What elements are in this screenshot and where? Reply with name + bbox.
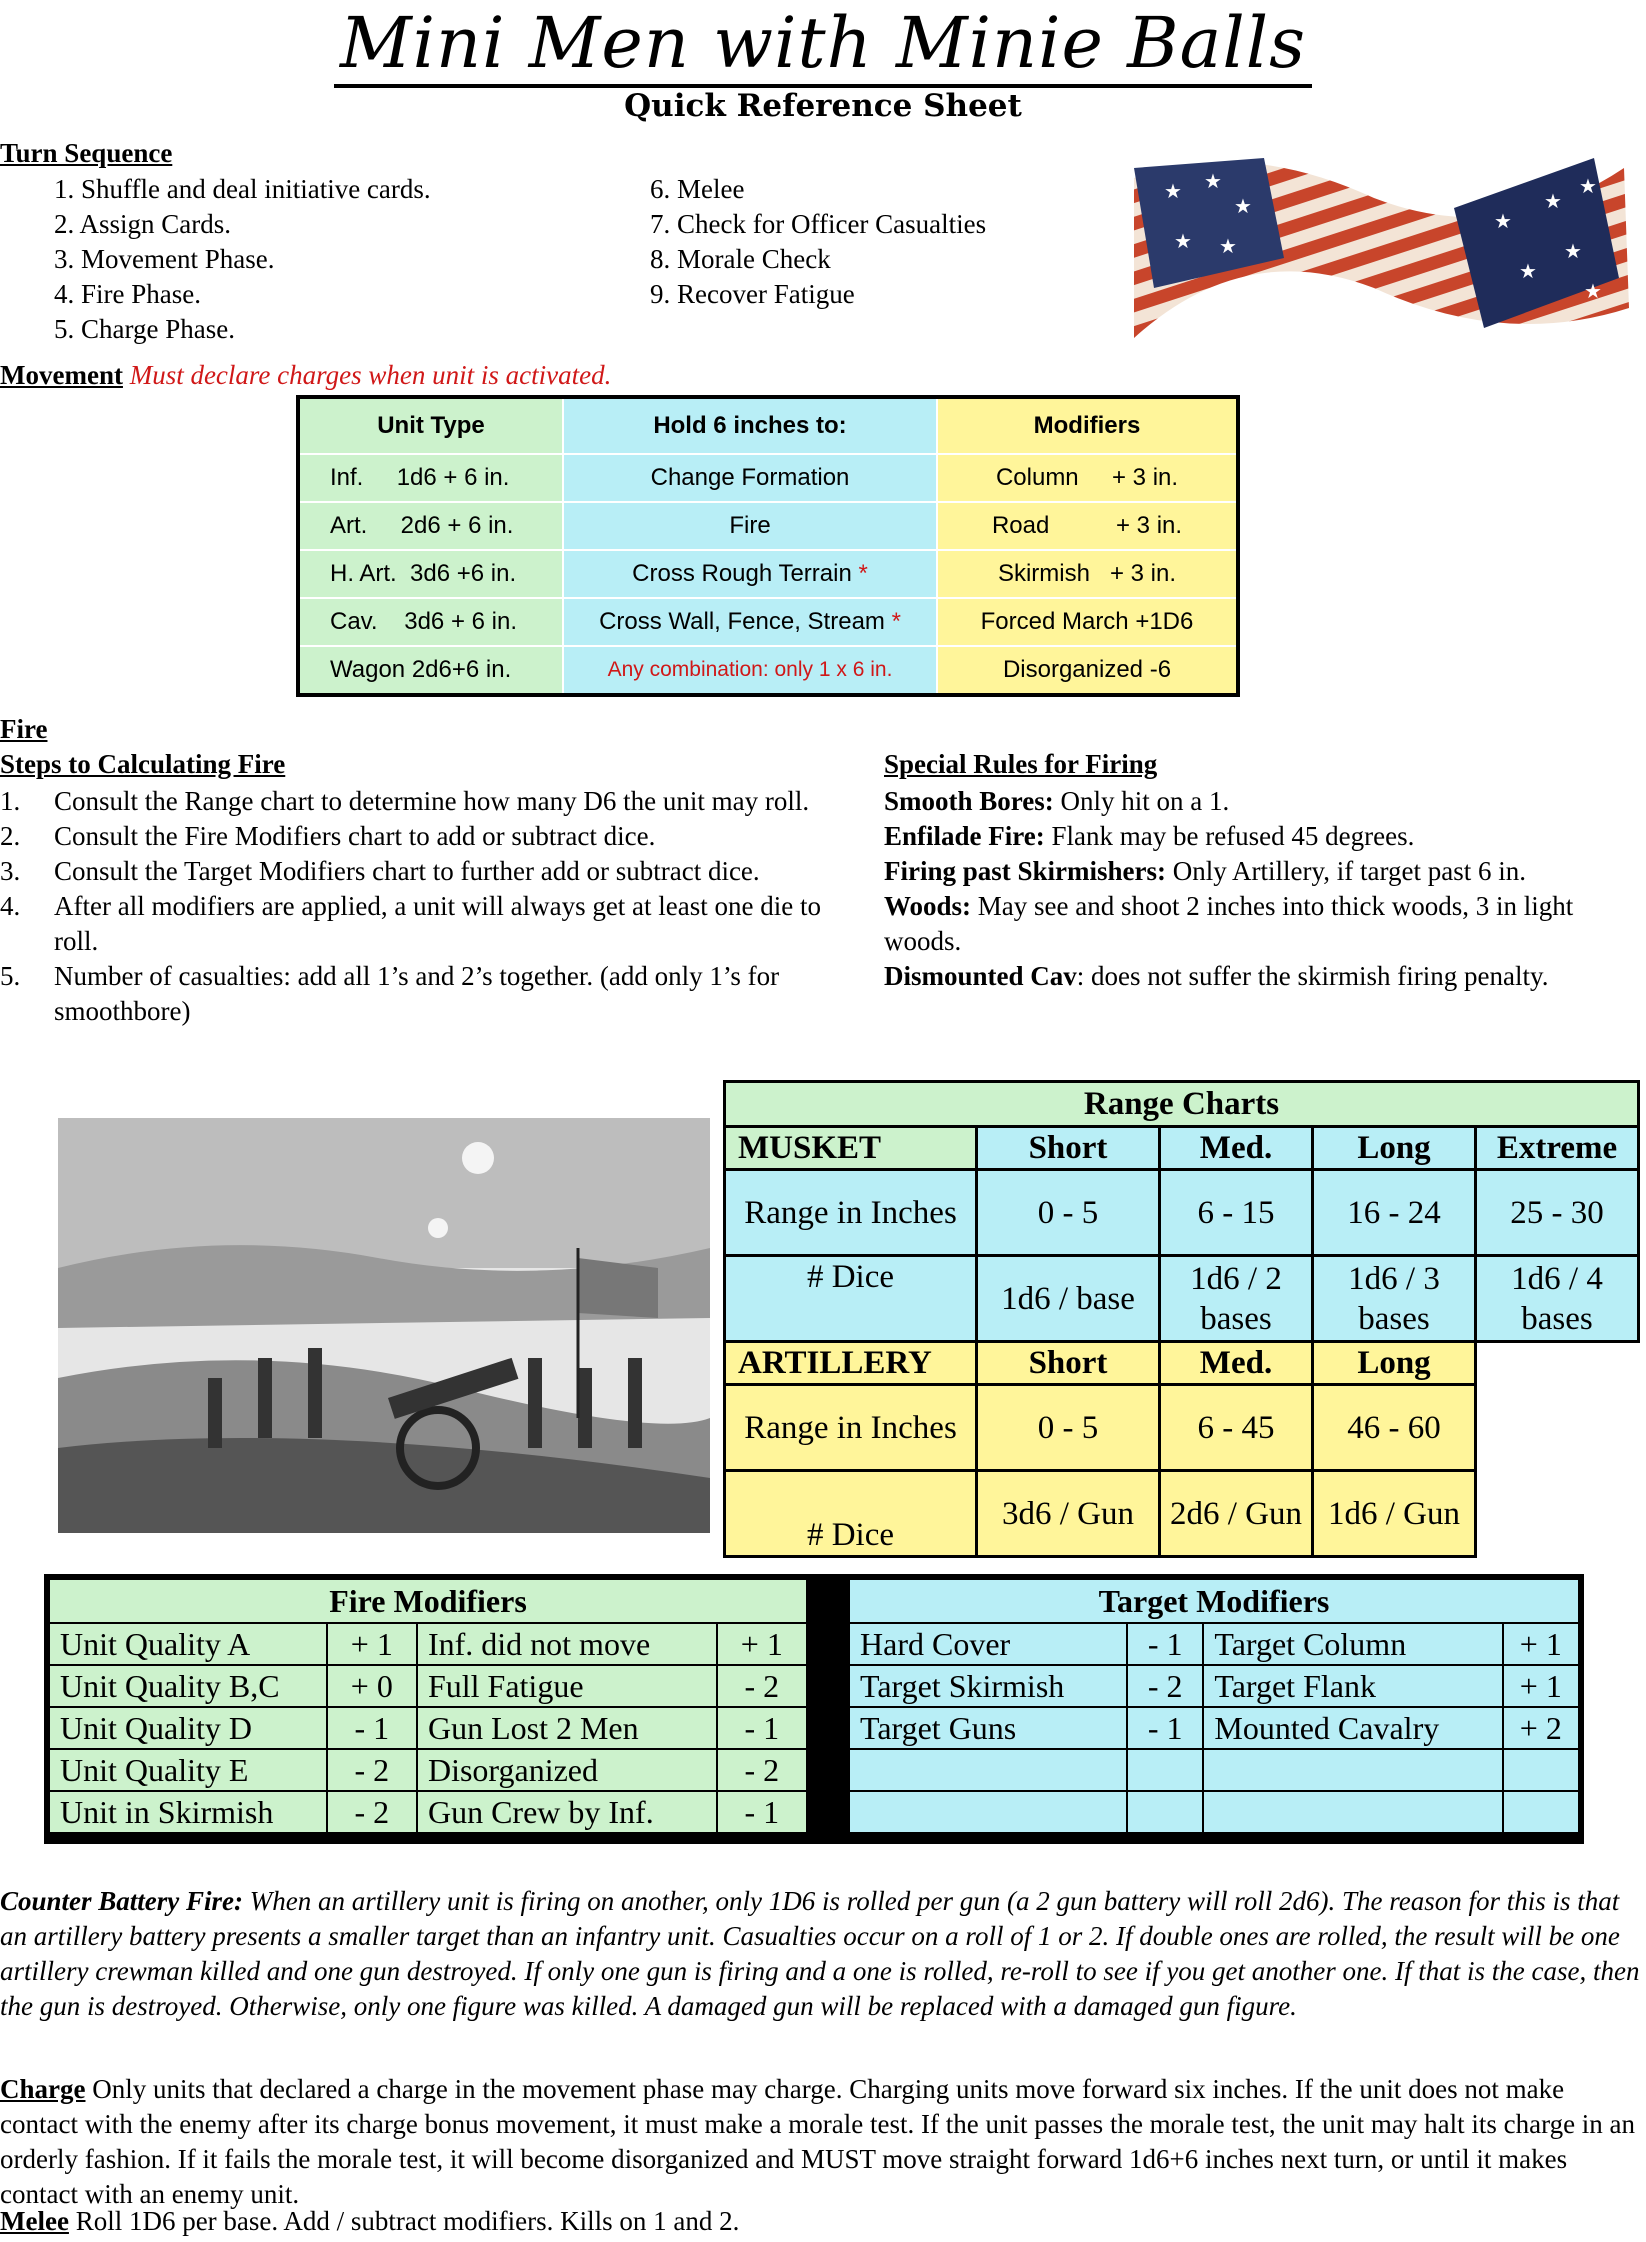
fire-steps-heading: Steps to Calculating Fire <box>0 749 286 779</box>
list-item: 8. Morale Check <box>650 244 831 274</box>
table-cell: + 0 <box>327 1665 417 1707</box>
rule-label: Firing past Skirmishers: <box>884 856 1167 886</box>
table-cell <box>1127 1791 1203 1833</box>
movement-table <box>296 395 1240 697</box>
asterisk: * <box>858 560 868 587</box>
table-cell <box>849 1749 1127 1791</box>
table-cell: 1d6 / base <box>977 1256 1160 1342</box>
cell-text: Cross Wall, Fence, Stream <box>599 608 885 635</box>
list-item <box>884 819 1624 854</box>
table-cell <box>563 598 937 646</box>
list-item: 1. Shuffle and deal initiative cards. <box>54 174 431 204</box>
rule-text: : does not suffer the skirmish firing penalty. <box>1076 961 1549 991</box>
svg-text:★: ★ <box>1219 234 1237 258</box>
table-cell: 1d6 / 4 bases <box>1476 1256 1639 1342</box>
page-subtitle: Quick Reference Sheet <box>624 88 1022 124</box>
col-header: Extreme <box>1476 1127 1639 1170</box>
artillery-label: ARTILLERY <box>725 1342 977 1385</box>
svg-text:★: ★ <box>1579 174 1597 198</box>
table-cell: Unit Quality B,C <box>49 1665 327 1707</box>
rule-text: Flank may be refused 45 degrees. <box>1044 821 1415 851</box>
table-cell: Mounted Cavalry <box>1203 1707 1502 1749</box>
table-cell: - 1 <box>717 1707 807 1749</box>
rule-label: Woods: <box>884 891 972 921</box>
table-cell: Hard Cover <box>849 1623 1127 1665</box>
flag-illustration <box>1124 138 1636 350</box>
table-cell: Gun Crew by Inf. <box>417 1791 717 1833</box>
table-row <box>49 1623 807 1665</box>
table-cell: 0 - 5 <box>977 1170 1160 1256</box>
table-cell: Art. 2d6 + 6 in. <box>298 502 563 550</box>
table-row <box>849 1665 1579 1707</box>
table-cell <box>563 550 937 598</box>
table-cell: + 1 <box>327 1623 417 1665</box>
list-item <box>0 854 850 889</box>
table-cell: + 2 <box>1503 1707 1579 1749</box>
table-cell: Target Flank <box>1203 1665 1502 1707</box>
table-cell: 46 - 60 <box>1313 1385 1476 1471</box>
turn-sequence-right <box>650 172 986 312</box>
row-label: Range in Inches <box>725 1385 977 1471</box>
table-cell: Road + 3 in. <box>937 502 1238 550</box>
table-cell: - 2 <box>717 1665 807 1707</box>
list-item: 4. Fire Phase. <box>54 279 201 309</box>
step-text: Consult the Target Modifiers chart to further add or subtract dice. <box>54 856 760 886</box>
rule-label: Smooth Bores: <box>884 786 1054 816</box>
step-number: 2. <box>0 821 21 851</box>
table-cell: - 2 <box>717 1749 807 1791</box>
list-item <box>884 959 1624 994</box>
table-cell <box>849 1791 1127 1833</box>
table-row <box>849 1791 1579 1833</box>
table-cell: Target Skirmish <box>849 1665 1127 1707</box>
table-cell: Target Column <box>1203 1623 1502 1665</box>
step-text: Number of casualties: add all 1’s and 2’s together. (add only 1’s for smoothbore) <box>54 961 780 1026</box>
table-cell: Forced March +1D6 <box>937 598 1238 646</box>
charge-text: Only units that declared a charge in the movement phase may charge. Charging units move forward six inches. If the unit does not make contact with the enemy after its charge bonus movement, it must make a morale test. If the unit passes the morale test, the unit may halt its charge in an orderly fashion. If it fails the morale test, it will become disorganized and MUST move straight forward 1d6+6 inches next turn, or until it makes contact with an enemy unit. <box>0 2074 1636 2209</box>
charge-label: Charge <box>0 2074 86 2104</box>
list-item: 3. Movement Phase. <box>54 244 275 274</box>
table-cell: Disorganized -6 <box>937 646 1238 695</box>
empty-cell <box>1476 1471 1639 1557</box>
table-cell: 25 - 30 <box>1476 1170 1639 1256</box>
special-rules-heading: Special Rules for Firing <box>884 749 1158 779</box>
movement-heading: Movement <box>0 360 123 390</box>
step-text: Consult the Range chart to determine how many D6 the unit may roll. <box>54 786 810 816</box>
list-item: 9. Recover Fatigue <box>650 279 855 309</box>
table-cell: + 1 <box>1503 1665 1579 1707</box>
table-cell: H. Art. 3d6 +6 in. <box>298 550 563 598</box>
table-row <box>298 550 1238 598</box>
table-cell: - 1 <box>1127 1623 1203 1665</box>
table-cell: Column + 3 in. <box>937 454 1238 502</box>
table-cell: 2d6 / Gun <box>1160 1471 1313 1557</box>
rule-text: May see and shoot 2 inches into thick woods, 3 in light woods. <box>884 891 1574 956</box>
counter-battery-text: When an artillery unit is firing on another, only 1D6 is rolled per gun (a 2 gun battery will roll 2d6). The reason for this is that an artillery battery presents a smaller target than an infantry unit. Casualties occur on a roll of 1 or 2. If double ones are rolled, the result will be one artillery crewman killed and one gun destroyed. If only one gun is firing and a one is rolled, re-roll to see if you get another one. If that is the case, then the gun is destroyed. Otherwise, only one figure was killed. A damaged gun will be replaced with a damaged gun figure. <box>0 1886 1640 2021</box>
table-row <box>849 1749 1579 1791</box>
row-label: # Dice <box>725 1256 977 1342</box>
svg-text:★: ★ <box>1519 259 1537 283</box>
rule-label: Enfilade Fire: <box>884 821 1045 851</box>
step-number: 5. <box>0 961 21 991</box>
col-header: Med. <box>1160 1342 1313 1385</box>
svg-text:★: ★ <box>1494 209 1512 233</box>
table-cell <box>1203 1749 1502 1791</box>
table-cell: 1d6 / 3 bases <box>1313 1256 1476 1342</box>
table-cell: 1d6 / 2 bases <box>1160 1256 1313 1342</box>
svg-text:★: ★ <box>1164 179 1182 203</box>
empty-cell <box>1476 1385 1639 1471</box>
table-cell: Cav. 3d6 + 6 in. <box>298 598 563 646</box>
svg-text:★: ★ <box>1564 239 1582 263</box>
table-cell: Change Formation <box>563 454 937 502</box>
range-charts-title: Range Charts <box>725 1082 1639 1127</box>
movement-note: Must declare charges when unit is activated. <box>129 360 612 390</box>
svg-text:★: ★ <box>1204 169 1222 193</box>
table-cell: Full Fatigue <box>417 1665 717 1707</box>
list-item <box>0 784 850 819</box>
col-header-modifiers: Modifiers <box>937 397 1238 454</box>
movement-heading-line <box>0 358 611 393</box>
table-cell <box>1503 1749 1579 1791</box>
asterisk: * <box>891 608 901 635</box>
target-modifiers-table <box>848 1578 1580 1834</box>
svg-text:★: ★ <box>1234 194 1252 218</box>
table-cell: Gun Lost 2 Men <box>417 1707 717 1749</box>
table-row <box>49 1749 807 1791</box>
table-cell: 3d6 / Gun <box>977 1471 1160 1557</box>
melee-text: Roll 1D6 per base. Add / subtract modifiers. Kills on 1 and 2. <box>68 2206 740 2236</box>
charge-paragraph <box>0 2072 1640 2212</box>
table-row <box>298 502 1238 550</box>
table-cell: 1d6 / Gun <box>1313 1471 1476 1557</box>
target-modifiers-title: Target Modifiers <box>849 1579 1579 1623</box>
melee-paragraph <box>0 2204 1640 2239</box>
col-header-unit-type: Unit Type <box>298 397 563 454</box>
col-header: Med. <box>1160 1127 1313 1170</box>
table-cell: + 1 <box>717 1623 807 1665</box>
list-item: 7. Check for Officer Casualties <box>650 209 987 239</box>
row-label: Range in Inches <box>725 1170 977 1256</box>
table-cell: - 2 <box>327 1791 417 1833</box>
table-row <box>49 1791 807 1833</box>
table-cell: Inf. did not move <box>417 1623 717 1665</box>
table-cell: Target Guns <box>849 1707 1127 1749</box>
table-cell: Disorganized <box>417 1749 717 1791</box>
table-cell: Unit in Skirmish <box>49 1791 327 1833</box>
table-cell <box>1503 1791 1579 1833</box>
row-label: # Dice <box>725 1471 977 1557</box>
step-number: 3. <box>0 856 21 886</box>
table-row <box>849 1707 1579 1749</box>
table-row <box>849 1623 1579 1665</box>
step-text: After all modifiers are applied, a unit will always get at least one die to roll. <box>54 891 821 956</box>
melee-label: Melee <box>0 2206 69 2236</box>
table-cell: - 1 <box>327 1707 417 1749</box>
table-cell: Skirmish + 3 in. <box>937 550 1238 598</box>
counter-battery-paragraph <box>0 1884 1640 2024</box>
table-cell: 0 - 5 <box>977 1385 1160 1471</box>
list-item <box>0 889 850 959</box>
list-item <box>0 819 850 854</box>
col-header: Long <box>1313 1342 1476 1385</box>
table-cell: - 2 <box>1127 1665 1203 1707</box>
table-row <box>298 454 1238 502</box>
battle-engraving-illustration <box>58 1118 710 1533</box>
step-text: Consult the Fire Modifiers chart to add or subtract dice. <box>54 821 656 851</box>
table-cell: Unit Quality D <box>49 1707 327 1749</box>
rule-text: Only Artillery, if target past 6 in. <box>1166 856 1526 886</box>
fire-heading: Fire <box>0 714 48 744</box>
modifiers-panel <box>44 1574 1584 1844</box>
table-cell <box>1203 1791 1502 1833</box>
counter-battery-label: Counter Battery Fire: <box>0 1886 244 1916</box>
step-number: 1. <box>0 786 21 816</box>
list-item: 5. Charge Phase. <box>54 314 235 344</box>
svg-text:★: ★ <box>1544 189 1562 213</box>
table-cell: Fire <box>563 502 937 550</box>
table-row <box>49 1665 807 1707</box>
fire-modifiers-table <box>48 1578 808 1834</box>
fire-steps-list <box>0 784 850 1029</box>
table-cell <box>1127 1749 1203 1791</box>
table-cell: - 1 <box>717 1791 807 1833</box>
col-header: Short <box>977 1127 1160 1170</box>
table-cell: 6 - 45 <box>1160 1385 1313 1471</box>
table-row <box>298 598 1238 646</box>
list-item <box>884 889 1624 959</box>
col-header-hold: Hold 6 inches to: <box>563 397 937 454</box>
turn-sequence-left <box>54 172 431 347</box>
empty-cell <box>1476 1342 1639 1385</box>
table-row <box>49 1707 807 1749</box>
special-rules-list <box>884 784 1624 994</box>
cell-text: Cross Rough Terrain <box>632 560 852 587</box>
list-item: 6. Melee <box>650 174 745 204</box>
table-cell: 6 - 15 <box>1160 1170 1313 1256</box>
table-cell: - 2 <box>327 1749 417 1791</box>
fire-modifiers-title: Fire Modifiers <box>49 1579 807 1623</box>
list-item: 2. Assign Cards. <box>54 209 232 239</box>
col-header: Short <box>977 1342 1160 1385</box>
list-item <box>0 959 850 1029</box>
rule-text: Only hit on a 1. <box>1053 786 1230 816</box>
svg-text:★: ★ <box>1584 279 1602 303</box>
page-title: Mini Men with Minie Balls <box>0 2 1646 84</box>
range-charts-table <box>723 1080 1640 1558</box>
table-cell: - 1 <box>1127 1707 1203 1749</box>
musket-label: MUSKET <box>725 1127 977 1170</box>
table-cell: 16 - 24 <box>1313 1170 1476 1256</box>
table-cell: Any combination: only 1 x 6 in. <box>563 646 937 695</box>
table-cell: + 1 <box>1503 1623 1579 1665</box>
col-header: Long <box>1313 1127 1476 1170</box>
list-item <box>884 854 1624 889</box>
list-item <box>884 784 1624 819</box>
table-cell: Inf. 1d6 + 6 in. <box>298 454 563 502</box>
turn-sequence-heading: Turn Sequence <box>0 138 173 168</box>
table-row <box>298 646 1238 695</box>
svg-text:★: ★ <box>1174 229 1192 253</box>
table-cell: Unit Quality A <box>49 1623 327 1665</box>
step-number: 4. <box>0 891 21 921</box>
table-cell: Wagon 2d6+6 in. <box>298 646 563 695</box>
table-cell: Unit Quality E <box>49 1749 327 1791</box>
rule-label: Dismounted Cav <box>884 961 1077 991</box>
